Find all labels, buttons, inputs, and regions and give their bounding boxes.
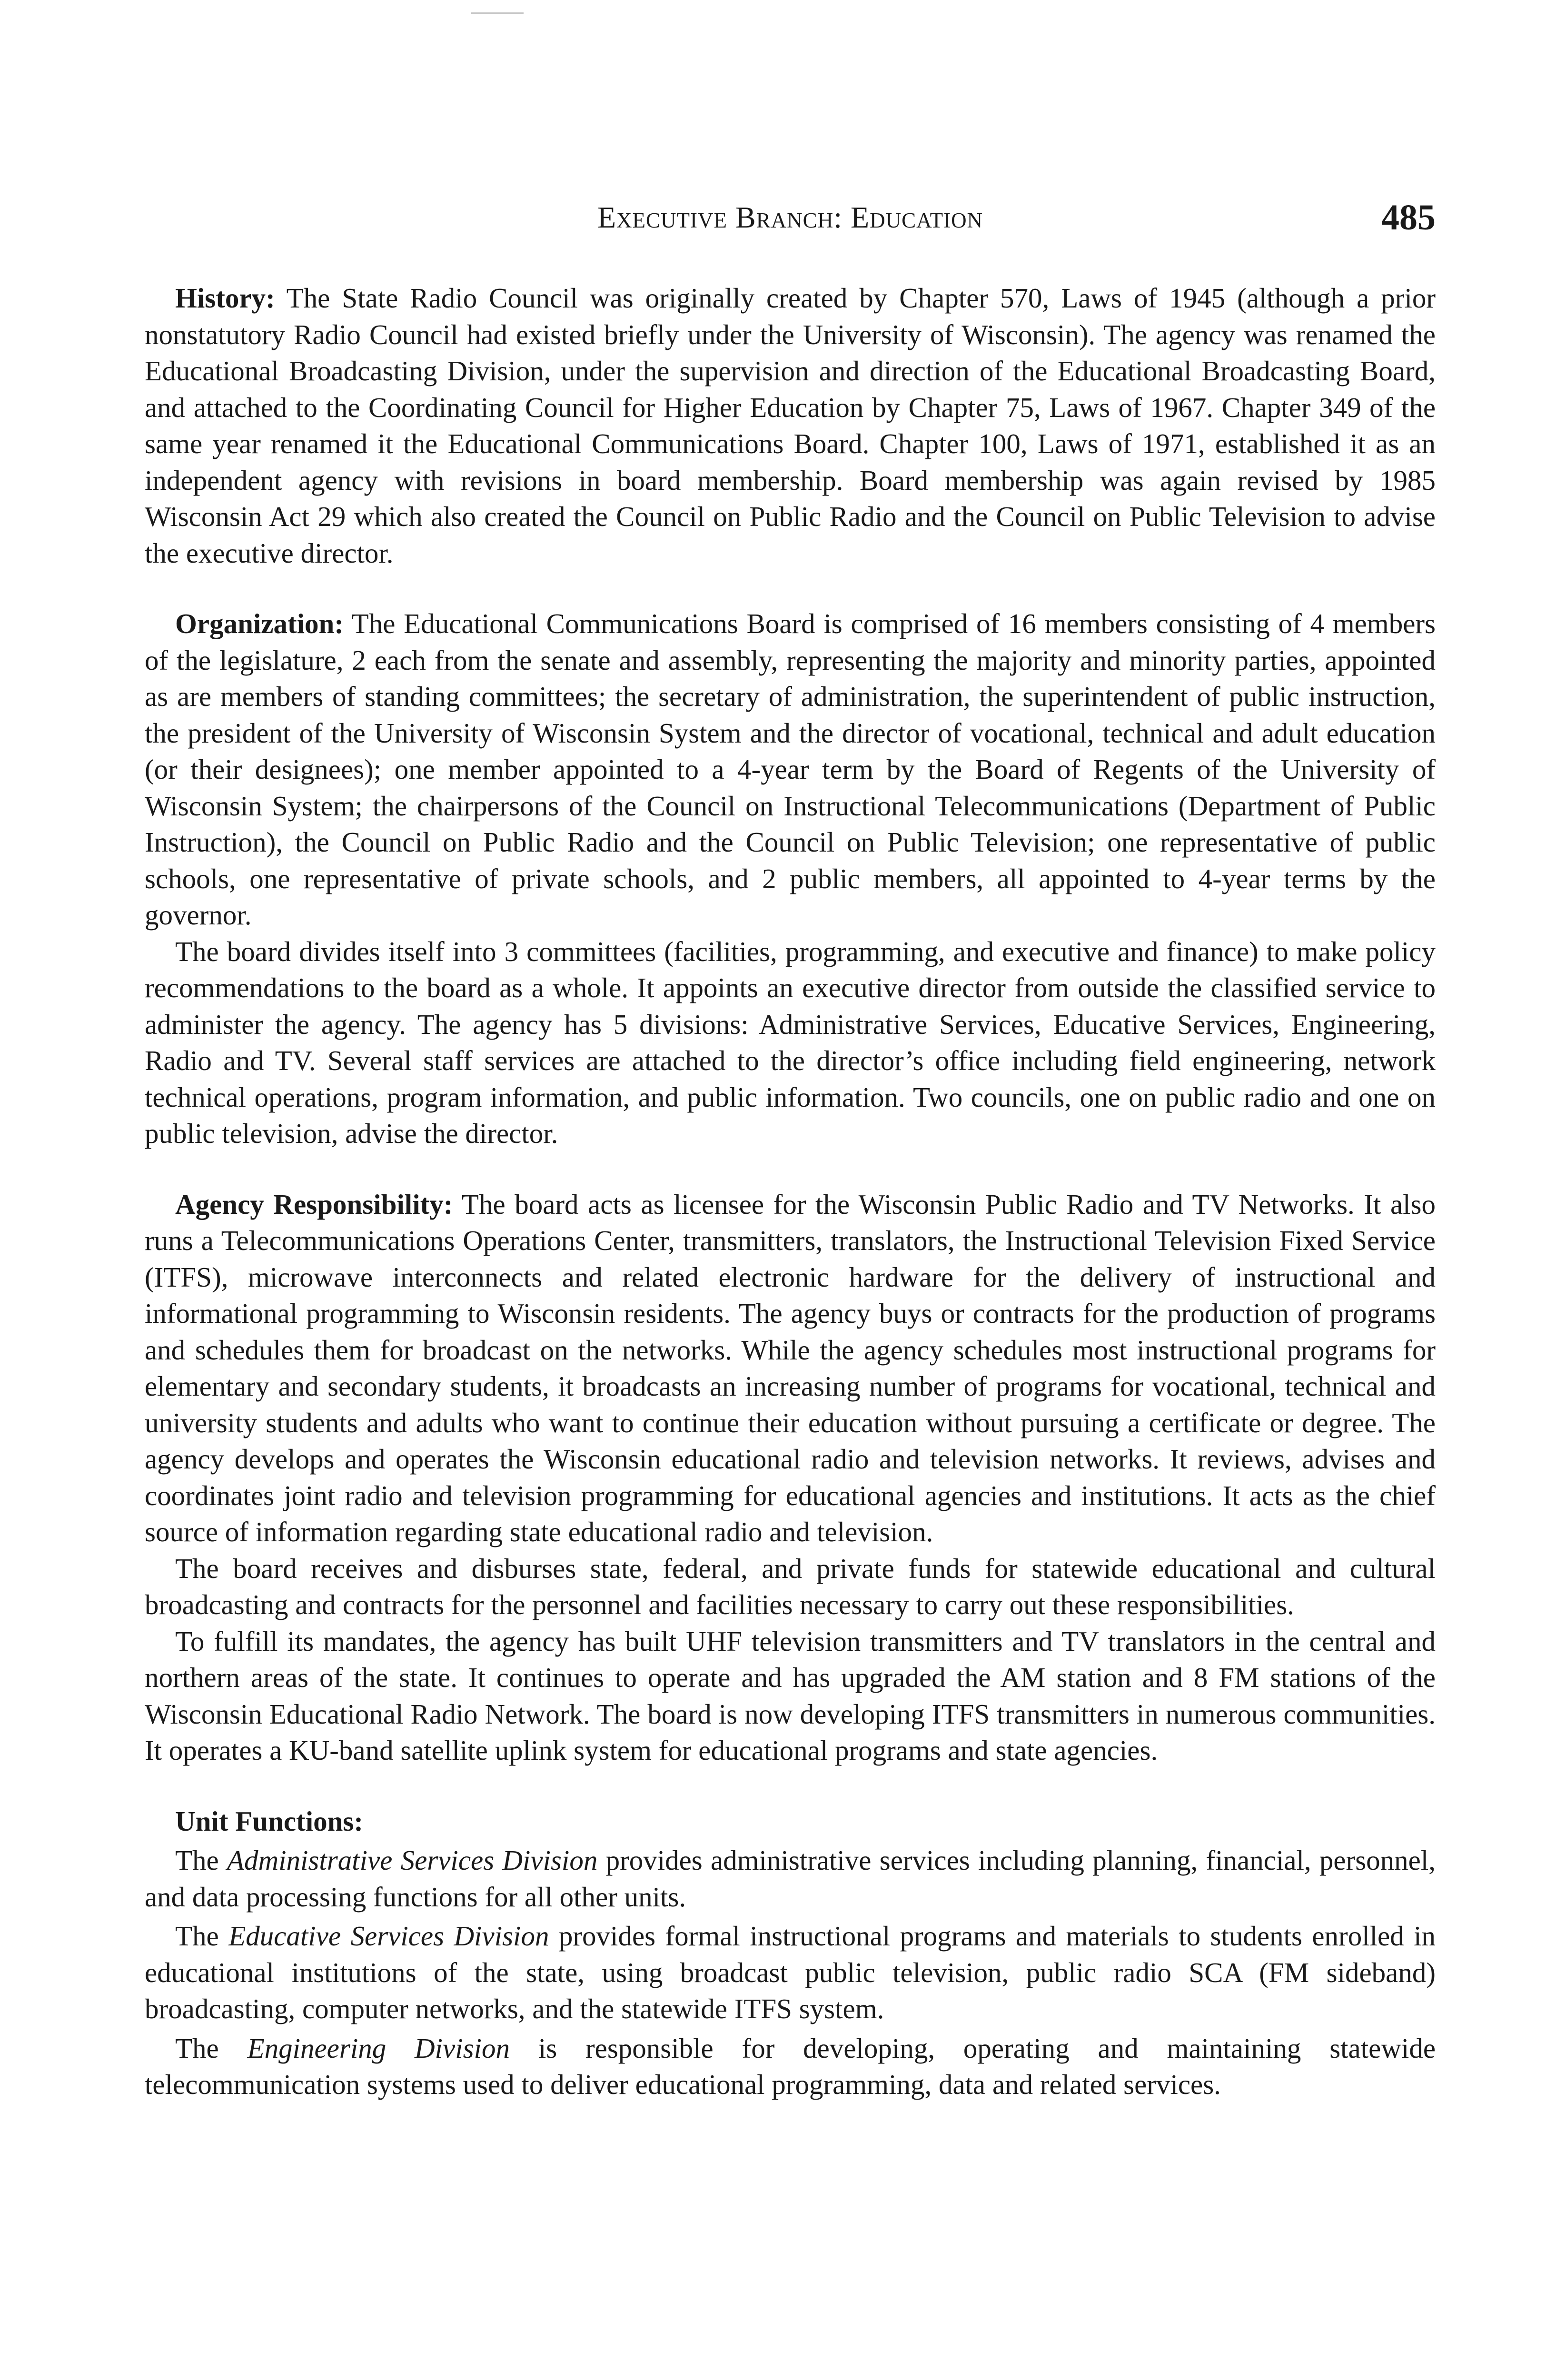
agency-responsibility-text-1: The board acts as licensee for the Wisconsin Public Radio and TV Networks. It also runs a Telecommunications Operations Center, transmitters, translators, the Instructional Television Fixed Service (ITFS), microwave interconnects and related electronic hardware for the delivery of instructional and informational programming to Wisconsin residents. The agency buys or contracts for the production of programs and schedules them for broadcast on the networks. While the agency schedules most instructional programs for elementary and secondary students, it broadcasts an increasing number of programs for vocational, technical and university students and adults who want to continue their education without pursuing a certificate or degree. The agency develops and operates the Wisconsin educational radio and television networks. It reviews, advises and coordinates joint radio and television programming for educational agencies and institutions. It acts as the chief source of information regarding state educational radio and television. bbox=[145, 1188, 1436, 1547]
unit-function-text: is responsible for developing, operating and maintaining statewide telecommunication systems used to deliver educational programming, data and related services. bbox=[145, 2032, 1436, 2100]
history-section bbox=[145, 280, 1436, 571]
organization-heading: Organization: bbox=[175, 608, 344, 639]
unit-function-lead: The bbox=[175, 2032, 219, 2064]
division-name: Administrative Services Division bbox=[227, 1844, 598, 1876]
division-name: Engineering Division bbox=[247, 2032, 510, 2064]
top-scan-mark bbox=[471, 12, 524, 16]
organization-section bbox=[145, 605, 1436, 1152]
division-name: Educative Services Division bbox=[228, 1920, 549, 1952]
unit-functions-section bbox=[145, 1803, 1436, 2103]
unit-function-item bbox=[145, 1842, 1436, 1915]
organization-text-2: The board divides itself into 3 committees (facilities, programming, and executive and finance) to make policy recommendations to the board as a whole. It appoints an executive director from outside the classified service to administer the agency. The agency has 5 divisions: Administrative Services, Educative Services, Engineering, Radio and TV. Several staff services are attached to the director’s office including field engineering, network technical operations, program information, and public information. Two councils, one on public radio and one on public television, advise the director. bbox=[145, 935, 1436, 1149]
agency-responsibility-paragraph-1 bbox=[145, 1186, 1436, 1550]
running-head bbox=[145, 200, 1436, 252]
agency-responsibility-paragraph-3 bbox=[145, 1623, 1436, 1769]
unit-function-text: provides administrative services including planning, financial, personnel, and data processing functions for all other units. bbox=[145, 1844, 1436, 1913]
history-heading: History: bbox=[175, 282, 275, 314]
agency-responsibility-text-2: The board receives and disburses state, federal, and private funds for statewide educational and cultural broadcasting and contracts for the personnel and facilities necessary to carry out these responsibilities. bbox=[145, 1552, 1436, 1620]
unit-function-item bbox=[145, 2030, 1436, 2103]
organization-paragraph-2 bbox=[145, 933, 1436, 1152]
history-paragraph bbox=[145, 280, 1436, 571]
agency-responsibility-heading: Agency Responsibility: bbox=[175, 1188, 453, 1220]
page-number: 485 bbox=[1381, 198, 1436, 238]
organization-text-1: The Educational Communications Board is comprised of 16 members consisting of 4 members of the legislature, 2 each from the senate and assembly, representing the majority and minority parties, appointed as are members of standing committees; the secretary of administration, the superintendent of public instruction, the president of the University of Wisconsin System and the director of vocational, technical and adult education (or their designees); one member appointed to a 4-year term by the Board of Regents of the University of Wisconsin System; the chairpersons of the Council on Instructional Telecommunications (Department of Public Instruction), the Council on Public Radio and the Council on Public Television; one representative of public schools, one representative of private schools, and 2 public members, all appointed to 4-year terms by the governor. bbox=[145, 608, 1436, 931]
agency-responsibility-section bbox=[145, 1186, 1436, 1769]
unit-functions-heading: Unit Functions: bbox=[175, 1805, 364, 1837]
agency-responsibility-paragraph-2 bbox=[145, 1550, 1436, 1623]
history-text: The State Radio Council was originally created by Chapter 570, Laws of 1945 (although a prior nonstatutory Radio Council had existed briefly under the University of Wisconsin). The agency was renamed the Educational Broadcasting Division, under the supervision and direction of the Educational Broadcasting Board, and attached to the Coordinating Council for Higher Education by Chapter 75, Laws of 1967. Chapter 349 of the same year renamed it the Educational Communications Board. Chapter 100, Laws of 1971, established it as an independent agency with revisions in board membership. Board membership was again revised by 1985 Wisconsin Act 29 which also created the Council on Public Radio and the Council on Public Television to advise the executive director. bbox=[145, 282, 1436, 569]
unit-function-item bbox=[145, 1918, 1436, 2027]
page bbox=[145, 200, 1436, 2103]
unit-function-lead: The bbox=[175, 1920, 219, 1952]
unit-function-lead: The bbox=[175, 1844, 219, 1876]
unit-function-text: provides formal instructional programs and materials to students enrolled in educational institutions of the state, using broadcast public television, public radio SCA (FM sideband) broadcasting, computer networks, and the statewide ITFS system. bbox=[145, 1920, 1436, 2024]
running-title: Executive Branch: Education bbox=[597, 200, 983, 234]
organization-paragraph-1 bbox=[145, 605, 1436, 933]
agency-responsibility-text-3: To fulfill its mandates, the agency has built UHF television transmitters and TV translators in the central and northern areas of the state. It continues to operate and has upgraded the AM station and 8 FM stations of the Wisconsin Educational Radio Network. The board is now developing ITFS transmitters in numerous communities. It operates a KU-band satellite uplink system for educational programs and state agencies. bbox=[145, 1625, 1436, 1766]
